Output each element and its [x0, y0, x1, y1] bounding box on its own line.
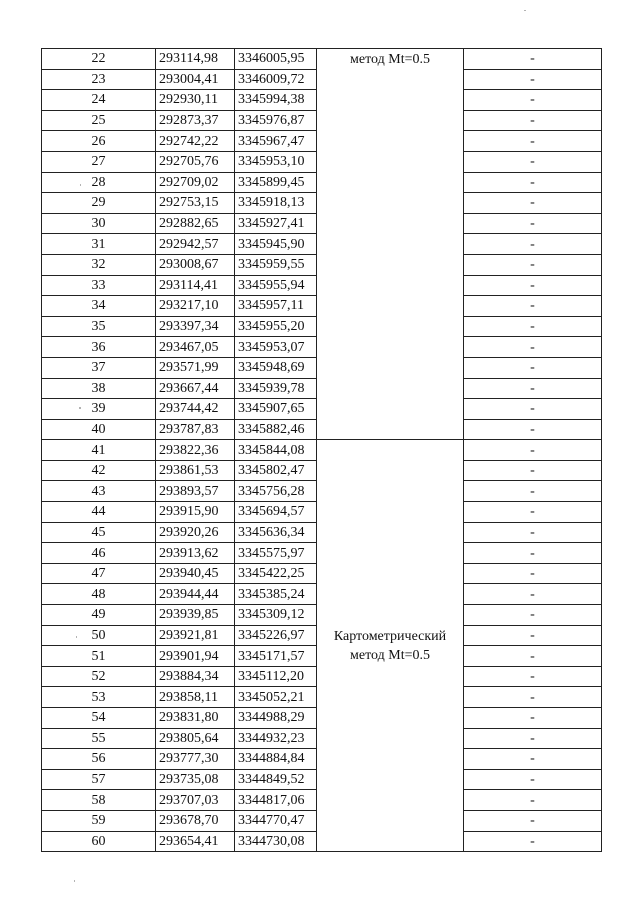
method-label-line2: метод Mt=0.5	[350, 647, 430, 663]
x-coordinate-cell: 293397,34	[156, 316, 235, 337]
error-cell: -	[464, 131, 602, 152]
error-cell: -	[464, 399, 602, 420]
error-cell: -	[464, 49, 602, 70]
error-cell: -	[464, 110, 602, 131]
error-cell: -	[464, 69, 602, 90]
y-coordinate-cell: 3345994,38	[235, 90, 317, 111]
point-number-cell: 41	[42, 440, 156, 461]
x-coordinate-cell: 292882,65	[156, 213, 235, 234]
error-cell: -	[464, 502, 602, 523]
y-coordinate-cell: 3345953,10	[235, 151, 317, 172]
error-cell: -	[464, 213, 602, 234]
point-number-cell: 40	[42, 419, 156, 440]
x-coordinate-cell: 293777,30	[156, 749, 235, 770]
point-number-cell: 60	[42, 831, 156, 852]
point-number-cell: 46	[42, 543, 156, 564]
error-cell: -	[464, 769, 602, 790]
y-coordinate-cell: 3345694,57	[235, 502, 317, 523]
x-coordinate-cell: 293667,44	[156, 378, 235, 399]
y-coordinate-cell: 3345967,47	[235, 131, 317, 152]
error-cell: -	[464, 646, 602, 667]
point-number-cell: 30	[42, 213, 156, 234]
x-coordinate-cell: 293735,08	[156, 769, 235, 790]
y-coordinate-cell: 3345802,47	[235, 460, 317, 481]
point-number-cell: 22	[42, 49, 156, 70]
coordinates-table	[41, 48, 602, 852]
point-number-cell: 51	[42, 646, 156, 667]
error-cell: -	[464, 296, 602, 317]
error-cell: -	[464, 254, 602, 275]
point-number-cell: 37	[42, 357, 156, 378]
error-cell: -	[464, 728, 602, 749]
x-coordinate-cell: 293114,41	[156, 275, 235, 296]
error-cell: -	[464, 790, 602, 811]
point-number-cell: 56	[42, 749, 156, 770]
x-coordinate-cell: 293920,26	[156, 522, 235, 543]
error-cell: -	[464, 625, 602, 646]
x-coordinate-cell: 293114,98	[156, 49, 235, 70]
y-coordinate-cell: 3345636,34	[235, 522, 317, 543]
scan-speck	[80, 184, 81, 186]
scan-speck	[79, 407, 81, 409]
x-coordinate-cell: 293861,53	[156, 460, 235, 481]
point-number-cell: 29	[42, 193, 156, 214]
error-cell: -	[464, 666, 602, 687]
x-coordinate-cell: 293571,99	[156, 357, 235, 378]
y-coordinate-cell: 3345756,28	[235, 481, 317, 502]
x-coordinate-cell: 292930,11	[156, 90, 235, 111]
point-number-cell: 53	[42, 687, 156, 708]
error-cell: -	[464, 522, 602, 543]
error-cell: -	[464, 378, 602, 399]
y-coordinate-cell: 3345052,21	[235, 687, 317, 708]
point-number-cell: 59	[42, 810, 156, 831]
x-coordinate-cell: 292873,37	[156, 110, 235, 131]
y-coordinate-cell: 3345226,97	[235, 625, 317, 646]
x-coordinate-cell: 292942,57	[156, 234, 235, 255]
table-row	[42, 440, 602, 461]
x-coordinate-cell: 293901,94	[156, 646, 235, 667]
scan-speck	[76, 636, 77, 638]
point-number-cell: 52	[42, 666, 156, 687]
x-coordinate-cell: 292709,02	[156, 172, 235, 193]
y-coordinate-cell: 3345976,87	[235, 110, 317, 131]
point-number-cell: 28	[42, 172, 156, 193]
point-number-cell: 35	[42, 316, 156, 337]
point-number-cell: 38	[42, 378, 156, 399]
y-coordinate-cell: 3346005,95	[235, 49, 317, 70]
point-number-cell: 36	[42, 337, 156, 358]
error-cell: -	[464, 151, 602, 172]
x-coordinate-cell: 293831,80	[156, 708, 235, 729]
x-coordinate-cell: 293008,67	[156, 254, 235, 275]
point-number-cell: 42	[42, 460, 156, 481]
x-coordinate-cell: 293744,42	[156, 399, 235, 420]
point-number-cell: 45	[42, 522, 156, 543]
table-row	[42, 49, 602, 70]
error-cell: -	[464, 481, 602, 502]
error-cell: -	[464, 605, 602, 626]
y-coordinate-cell: 3345899,45	[235, 172, 317, 193]
y-coordinate-cell: 3345955,94	[235, 275, 317, 296]
error-cell: -	[464, 810, 602, 831]
x-coordinate-cell: 293467,05	[156, 337, 235, 358]
x-coordinate-cell: 293678,70	[156, 810, 235, 831]
point-number-cell: 24	[42, 90, 156, 111]
point-number-cell: 27	[42, 151, 156, 172]
point-number-cell: 32	[42, 254, 156, 275]
y-coordinate-cell: 3344932,23	[235, 728, 317, 749]
x-coordinate-cell: 293004,41	[156, 69, 235, 90]
error-cell: -	[464, 357, 602, 378]
x-coordinate-cell: 293939,85	[156, 605, 235, 626]
error-cell: -	[464, 234, 602, 255]
y-coordinate-cell: 3344988,29	[235, 708, 317, 729]
method-cell	[317, 49, 464, 440]
y-coordinate-cell: 3345422,25	[235, 563, 317, 584]
y-coordinate-cell: 3346009,72	[235, 69, 317, 90]
y-coordinate-cell: 3345385,24	[235, 584, 317, 605]
error-cell: -	[464, 316, 602, 337]
point-number-cell: 55	[42, 728, 156, 749]
coordinates-table-body	[42, 49, 602, 852]
point-number-cell: 23	[42, 69, 156, 90]
method-cell	[317, 440, 464, 852]
y-coordinate-cell: 3344817,06	[235, 790, 317, 811]
x-coordinate-cell: 293913,62	[156, 543, 235, 564]
point-number-cell: 43	[42, 481, 156, 502]
y-coordinate-cell: 3345112,20	[235, 666, 317, 687]
error-cell: -	[464, 337, 602, 358]
error-cell: -	[464, 584, 602, 605]
method-label: метод Mt=0.5	[350, 52, 430, 67]
error-cell: -	[464, 708, 602, 729]
x-coordinate-cell: 293921,81	[156, 625, 235, 646]
point-number-cell: 49	[42, 605, 156, 626]
error-cell: -	[464, 749, 602, 770]
y-coordinate-cell: 3344849,52	[235, 769, 317, 790]
y-coordinate-cell: 3345927,41	[235, 213, 317, 234]
point-number-cell: 44	[42, 502, 156, 523]
y-coordinate-cell: 3344730,08	[235, 831, 317, 852]
x-coordinate-cell: 293915,90	[156, 502, 235, 523]
y-coordinate-cell: 3345959,55	[235, 254, 317, 275]
point-number-cell: 31	[42, 234, 156, 255]
error-cell: -	[464, 419, 602, 440]
x-coordinate-cell: 292705,76	[156, 151, 235, 172]
x-coordinate-cell: 293707,03	[156, 790, 235, 811]
y-coordinate-cell: 3345309,12	[235, 605, 317, 626]
x-coordinate-cell: 293884,34	[156, 666, 235, 687]
point-number-cell: 58	[42, 790, 156, 811]
error-cell: -	[464, 172, 602, 193]
point-number-cell: 25	[42, 110, 156, 131]
x-coordinate-cell: 293893,57	[156, 481, 235, 502]
y-coordinate-cell: 3345948,69	[235, 357, 317, 378]
x-coordinate-cell: 293787,83	[156, 419, 235, 440]
error-cell: -	[464, 831, 602, 852]
x-coordinate-cell: 292753,15	[156, 193, 235, 214]
error-cell: -	[464, 543, 602, 564]
method-label-line1: Картометрический	[333, 628, 447, 644]
scan-speck	[74, 880, 75, 882]
point-number-cell: 39	[42, 399, 156, 420]
error-cell: -	[464, 193, 602, 214]
error-cell: -	[464, 440, 602, 461]
y-coordinate-cell: 3345844,08	[235, 440, 317, 461]
point-number-cell: 47	[42, 563, 156, 584]
x-coordinate-cell: 293858,11	[156, 687, 235, 708]
y-coordinate-cell: 3345882,46	[235, 419, 317, 440]
y-coordinate-cell: 3344884,84	[235, 749, 317, 770]
y-coordinate-cell: 3345955,20	[235, 316, 317, 337]
point-number-cell: 54	[42, 708, 156, 729]
y-coordinate-cell: 3345939,78	[235, 378, 317, 399]
error-cell: -	[464, 90, 602, 111]
x-coordinate-cell: 293805,64	[156, 728, 235, 749]
y-coordinate-cell: 3344770,47	[235, 810, 317, 831]
x-coordinate-cell: 293822,36	[156, 440, 235, 461]
y-coordinate-cell: 3345945,90	[235, 234, 317, 255]
error-cell: -	[464, 275, 602, 296]
error-cell: -	[464, 460, 602, 481]
y-coordinate-cell: 3345575,97	[235, 543, 317, 564]
y-coordinate-cell: 3345918,13	[235, 193, 317, 214]
y-coordinate-cell: 3345171,57	[235, 646, 317, 667]
y-coordinate-cell: 3345907,65	[235, 399, 317, 420]
x-coordinate-cell: 293654,41	[156, 831, 235, 852]
scan-speck	[524, 10, 526, 11]
x-coordinate-cell: 293217,10	[156, 296, 235, 317]
error-cell: -	[464, 563, 602, 584]
y-coordinate-cell: 3345957,11	[235, 296, 317, 317]
point-number-cell: 48	[42, 584, 156, 605]
point-number-cell: 57	[42, 769, 156, 790]
x-coordinate-cell: 293944,44	[156, 584, 235, 605]
point-number-cell: 33	[42, 275, 156, 296]
point-number-cell: 34	[42, 296, 156, 317]
x-coordinate-cell: 293940,45	[156, 563, 235, 584]
y-coordinate-cell: 3345953,07	[235, 337, 317, 358]
x-coordinate-cell: 292742,22	[156, 131, 235, 152]
point-number-cell: 50	[42, 625, 156, 646]
error-cell: -	[464, 687, 602, 708]
point-number-cell: 26	[42, 131, 156, 152]
